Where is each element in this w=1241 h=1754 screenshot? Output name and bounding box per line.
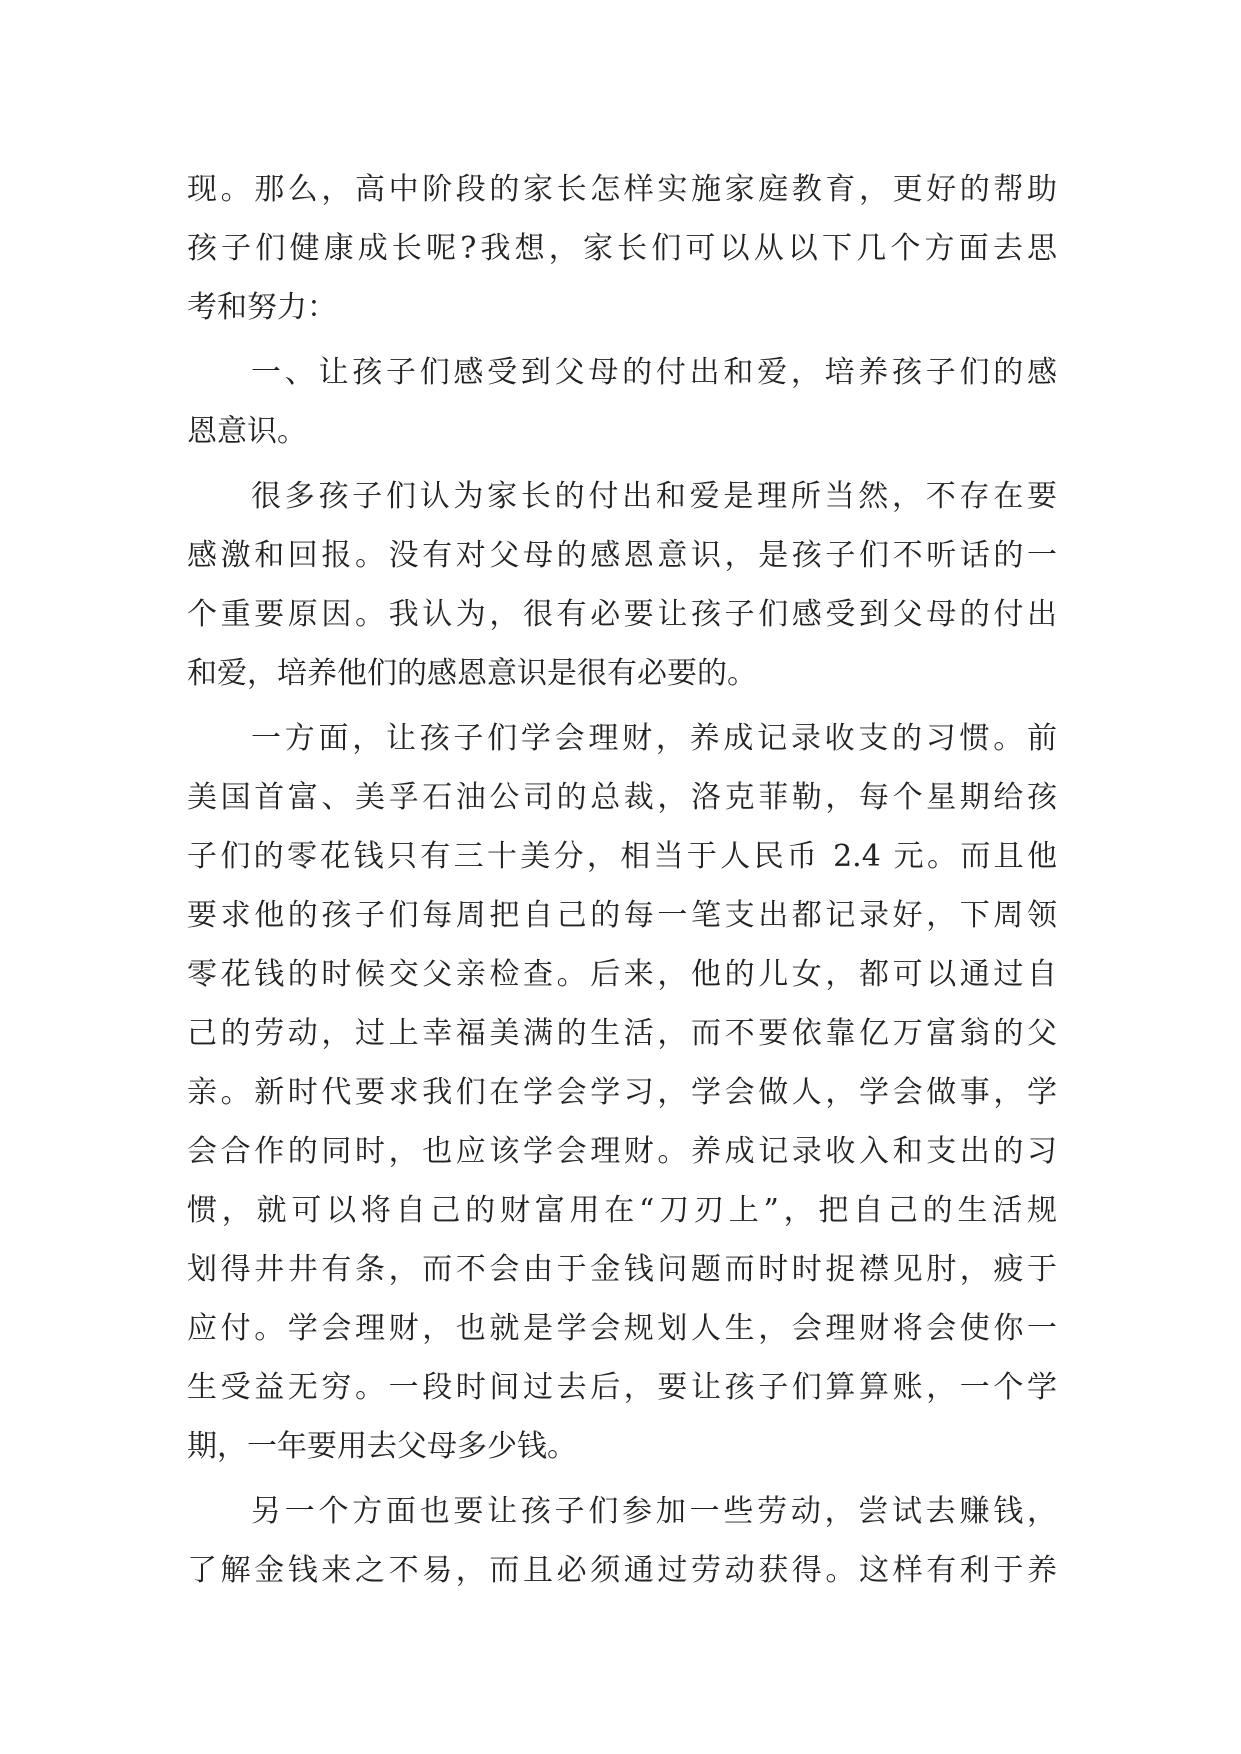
text-line: 一、让孩子们感受到父母的付出和爱，培养孩子们的感 xyxy=(251,355,1057,390)
text-line: 要求他的孩子们每周把自己的每一笔支出都记录好，下周领 xyxy=(187,898,1057,933)
text-line: 惯，就可以将自己的财富用在“刀刃上”，把自己的生活规 xyxy=(187,1193,1057,1228)
text-line: 现。那么，高中阶段的家长怎样实施家庭教育，更好的帮助 xyxy=(187,172,1057,207)
text-line: 应付。学会理财，也就是学会规划人生，会理财将会使你一 xyxy=(187,1311,1057,1346)
text-line: 零花钱的时候交父亲检查。后来，他的儿女，都可以通过自 xyxy=(187,957,1057,992)
text-line: 和爱，培养他们的感恩意识是很有必要的。 xyxy=(187,656,757,691)
text-line: 己的劳动，过上幸福美满的生活，而不要依靠亿万富翁的父 xyxy=(187,1016,1057,1051)
text-line: 美国首富、美孚石油公司的总裁，洛克菲勒，每个星期给孩 xyxy=(187,780,1057,815)
text-line: 感激和回报。没有对父母的感恩意识，是孩子们不听话的一 xyxy=(187,538,1057,573)
text-line: 一方面，让孩子们学会理财，养成记录收支的习惯。前 xyxy=(251,721,1057,756)
text-line: 生受益无穷。一段时间过去后，要让孩子们算算账，一个学 xyxy=(187,1370,1057,1405)
text-line: 期，一年要用去父母多少钱。 xyxy=(187,1429,577,1464)
text-line: 个重要原因。我认为，很有必要让孩子们感受到父母的付出 xyxy=(187,597,1057,632)
text-line: 考和努力： xyxy=(187,290,337,325)
document-body xyxy=(187,160,1057,1600)
text-line: 了解金钱来之不易，而且必须通过劳动获得。这样有利于养 xyxy=(187,1553,1057,1588)
text-line: 划得井井有条，而不会由于金钱问题而时时捉襟见肘，疲于 xyxy=(187,1252,1057,1287)
text-line: 恩意识。 xyxy=(187,414,307,449)
text-line: 很多孩子们认为家长的付出和爱是理所当然，不存在要 xyxy=(251,479,1057,514)
text-line: 会合作的同时，也应该学会理财。养成记录收入和支出的习 xyxy=(187,1134,1057,1169)
text-line: 孩子们健康成长呢?我想，家长们可以从以下几个方面去思 xyxy=(187,231,1057,266)
text-line: 子们的零花钱只有三十美分，相当于人民币 2.4 元。而且他 xyxy=(187,839,1057,874)
text-line: 另一个方面也要让孩子们参加一些劳动，尝试去赚钱， xyxy=(251,1494,1057,1529)
text-line: 亲。新时代要求我们在学会学习，学会做人，学会做事，学 xyxy=(187,1075,1057,1110)
